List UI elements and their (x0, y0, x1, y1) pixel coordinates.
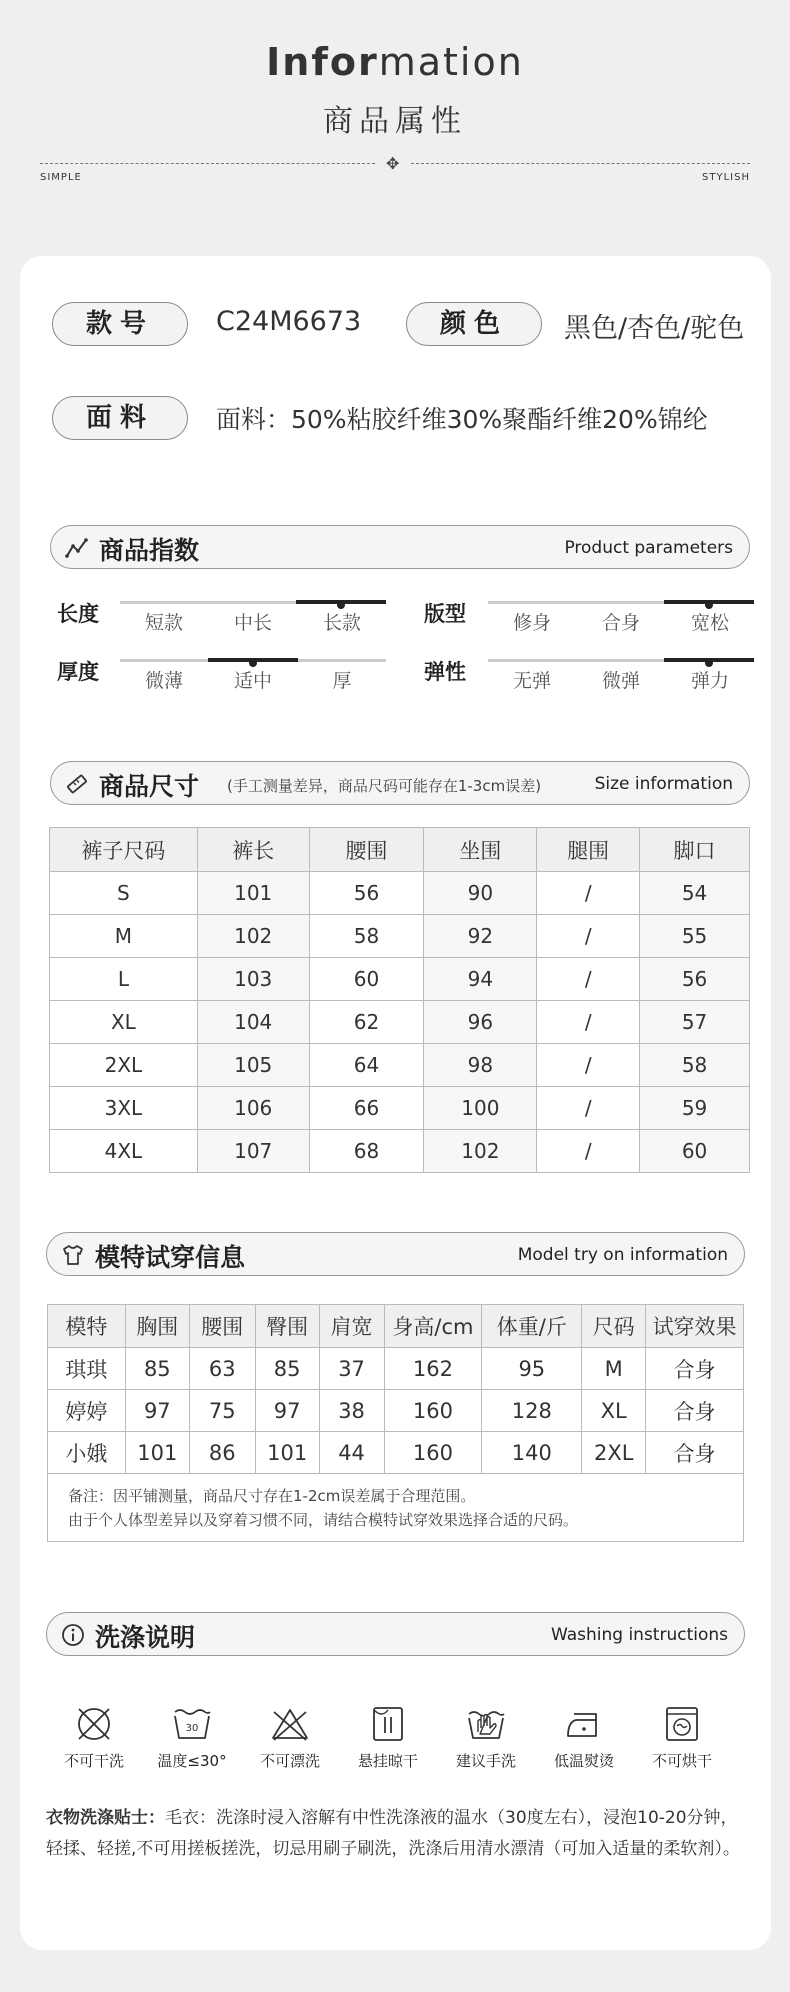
table-cell: 98 (424, 1044, 537, 1087)
product-card (20, 256, 771, 1950)
wash-label: 不可干洗 (63, 1752, 124, 1770)
ruler-icon (65, 772, 89, 796)
info-title (0, 40, 790, 84)
table-cell: 95 (482, 1348, 582, 1390)
scale-option: 修身 (512, 612, 551, 634)
model-info-title-en: Model try on information (517, 1245, 728, 1265)
table-cell: / (537, 1087, 640, 1130)
table-cell: 101 (197, 872, 309, 915)
table-cell: XL (50, 1001, 198, 1044)
table-cell: 102 (424, 1130, 537, 1173)
table-cell: 85 (255, 1348, 319, 1390)
size-info-title: 商品尺寸 (99, 772, 200, 801)
hand-wash-icon (464, 1704, 508, 1744)
table-cell: 68 (309, 1130, 424, 1173)
wash-label: 建议手洗 (455, 1752, 516, 1770)
scale-label-length: 长度 (57, 602, 99, 626)
table-cell: 162 (384, 1348, 482, 1390)
info-title-light: mation (378, 40, 524, 84)
no-bleach-icon (268, 1704, 312, 1744)
move-cross-icon: ✥ (386, 154, 400, 173)
table-cell: 56 (640, 958, 750, 1001)
model-note-line: 备注：因平铺测量，商品尺寸存在1-2cm误差属于合理范围。 (68, 1487, 476, 1505)
table-cell: / (537, 915, 640, 958)
table-cell: / (537, 872, 640, 915)
model-note (47, 1474, 744, 1542)
table-cell: 85 (125, 1348, 189, 1390)
color-value: 黑色/杏色/驼色 (564, 313, 745, 344)
scale-option: 短款 (144, 612, 183, 634)
scale-option: 弹力 (690, 670, 729, 692)
simple-tag: SIMPLE (40, 172, 82, 183)
table-cell: 140 (482, 1432, 582, 1474)
model-col-header: 胸围 (125, 1305, 189, 1348)
table-cell: 96 (424, 1001, 537, 1044)
table-cell: 104 (197, 1001, 309, 1044)
table-cell: 合身 (646, 1348, 744, 1390)
table-cell: 3XL (50, 1087, 198, 1130)
product-index-title-en: Product parameters (564, 538, 733, 558)
model-info-title: 模特试穿信息 (95, 1243, 246, 1272)
info-title-bold: Infor (266, 40, 379, 84)
table-cell: 小娥 (48, 1432, 126, 1474)
washing-header (46, 1612, 745, 1656)
table-row (50, 1001, 750, 1044)
table-cell: 101 (125, 1432, 189, 1474)
wash-item (340, 1704, 436, 1771)
model-note-line: 由于个人体型差异以及穿着习惯不同，请结合模特试穿效果选择合适的尺码。 (68, 1511, 579, 1529)
wash-label: 不可漂洗 (259, 1752, 320, 1770)
wash-label: 低温熨烫 (553, 1752, 614, 1770)
scale-option: 微薄 (144, 670, 183, 692)
model-col-header: 肩宽 (319, 1305, 384, 1348)
scale-label-elasticity: 弹性 (424, 660, 466, 684)
table-cell: 婷婷 (48, 1390, 126, 1432)
scale-option: 微弹 (601, 670, 640, 692)
size-col-header: 腰围 (309, 828, 424, 872)
table-cell: 97 (255, 1390, 319, 1432)
table-cell: 60 (640, 1130, 750, 1173)
product-index-title: 商品指数 (99, 536, 200, 565)
model-col-header: 身高/cm (384, 1305, 482, 1348)
wash-item (46, 1704, 142, 1771)
no-tumble-dry-icon (660, 1704, 704, 1744)
stylish-tag: STYLISH (702, 172, 750, 183)
table-cell: 55 (640, 915, 750, 958)
model-col-header: 体重/斤 (482, 1305, 582, 1348)
wash-30-badge: 30 (185, 1723, 199, 1734)
table-cell: 101 (255, 1432, 319, 1474)
low-iron-icon (562, 1704, 606, 1744)
washing-tip-label: 衣物洗涤贴士： (46, 1808, 165, 1828)
scale-option: 适中 (233, 670, 272, 692)
wash-label: 温度≤30° (157, 1752, 227, 1770)
table-cell: 107 (197, 1130, 309, 1173)
style-no-label: 款号 (52, 302, 188, 346)
table-cell: M (50, 915, 198, 958)
size-col-header: 裤子尺码 (50, 828, 198, 872)
table-cell: 160 (384, 1390, 482, 1432)
wash-label: 悬挂晾干 (357, 1752, 418, 1770)
wash-item (144, 1704, 240, 1771)
washing-tip-text: 毛衣：洗涤时浸入溶解有中性洗涤液的温水（30度左右），浸泡10-20分钟，轻揉、轻搓,不可用搓板搓洗，切忌用刷子刷洗，洗涤后用清水漂清（可加入适量的柔软剂）。 (46, 1808, 740, 1859)
table-cell: 105 (197, 1044, 309, 1087)
table-row (50, 1087, 750, 1130)
size-col-header: 脚口 (640, 828, 750, 872)
table-cell: 92 (424, 915, 537, 958)
style-no-value: C24M6673 (216, 306, 362, 337)
scale-option: 合身 (601, 612, 640, 634)
table-cell: 90 (424, 872, 537, 915)
size-col-header: 坐围 (424, 828, 537, 872)
table-row (50, 958, 750, 1001)
shirt-icon (61, 1243, 85, 1267)
info-subtitle: 商品属性 (323, 104, 467, 139)
table-cell: 58 (640, 1044, 750, 1087)
size-info-note: (手工测量差异，商品尺码可能存在1-3cm误差) (227, 777, 542, 795)
table-row (50, 915, 750, 958)
washing-title: 洗涤说明 (95, 1623, 196, 1652)
table-cell: 合身 (646, 1390, 744, 1432)
model-col-header: 尺码 (582, 1305, 646, 1348)
table-cell: M (582, 1348, 646, 1390)
model-col-header: 臀围 (255, 1305, 319, 1348)
table-cell: S (50, 872, 198, 915)
table-cell: 60 (309, 958, 424, 1001)
table-cell: / (537, 1001, 640, 1044)
color-label: 颜色 (406, 302, 542, 346)
table-cell: / (537, 958, 640, 1001)
table-cell: 102 (197, 915, 309, 958)
table-cell: 103 (197, 958, 309, 1001)
trend-line-icon (65, 536, 89, 560)
table-cell: 58 (309, 915, 424, 958)
scale-option: 长款 (322, 612, 361, 634)
washing-title-en: Washing instructions (550, 1625, 728, 1645)
size-info-header (50, 761, 750, 805)
table-cell: 2XL (50, 1044, 198, 1087)
model-table (47, 1304, 744, 1474)
table-cell: 106 (197, 1087, 309, 1130)
scale-option: 宽松 (690, 612, 729, 634)
table-cell: 合身 (646, 1432, 744, 1474)
size-info-title-en: Size information (594, 774, 733, 794)
table-cell: 100 (424, 1087, 537, 1130)
scale-label-fit: 版型 (424, 602, 466, 626)
table-cell: / (537, 1044, 640, 1087)
table-row (48, 1348, 744, 1390)
hang-dry-icon (366, 1704, 410, 1744)
size-col-header: 腿围 (537, 828, 640, 872)
model-col-header: 试穿效果 (646, 1305, 744, 1348)
table-cell: 2XL (582, 1432, 646, 1474)
wash-item (438, 1704, 534, 1771)
size-col-header: 裤长 (197, 828, 309, 872)
wash-item (634, 1704, 730, 1771)
table-cell: 86 (189, 1432, 255, 1474)
scale-option: 厚 (332, 670, 352, 692)
no-machine-wash-icon (72, 1704, 116, 1744)
wash-item (536, 1704, 632, 1771)
table-cell: 56 (309, 872, 424, 915)
table-row (50, 1130, 750, 1173)
table-cell: 128 (482, 1390, 582, 1432)
table-cell: L (50, 958, 198, 1001)
scale-option: 无弹 (512, 670, 551, 692)
table-cell: 75 (189, 1390, 255, 1432)
table-cell: 4XL (50, 1130, 198, 1173)
table-row (50, 872, 750, 915)
product-index-header (50, 525, 750, 569)
table-row (48, 1432, 744, 1474)
scale-option: 中长 (233, 612, 272, 634)
table-cell: 38 (319, 1390, 384, 1432)
model-info-header (46, 1232, 745, 1276)
model-col-header: 模特 (48, 1305, 126, 1348)
scale-label-thickness: 厚度 (57, 660, 99, 684)
table-cell: 64 (309, 1044, 424, 1087)
table-cell: 琪琪 (48, 1348, 126, 1390)
table-cell: 63 (189, 1348, 255, 1390)
size-table-header-row (50, 828, 750, 872)
table-cell: XL (582, 1390, 646, 1432)
table-cell: 54 (640, 872, 750, 915)
table-row (48, 1390, 744, 1432)
table-cell: 37 (319, 1348, 384, 1390)
table-cell: 66 (309, 1087, 424, 1130)
table-cell: / (537, 1130, 640, 1173)
model-table-header-row (48, 1305, 744, 1348)
table-cell: 59 (640, 1087, 750, 1130)
table-cell: 57 (640, 1001, 750, 1044)
table-cell: 160 (384, 1432, 482, 1474)
size-table (49, 827, 750, 1173)
divider-left (40, 163, 375, 164)
info-icon (61, 1623, 85, 1647)
table-cell: 97 (125, 1390, 189, 1432)
wash-label: 不可烘干 (651, 1752, 712, 1770)
fabric-value: 面料：50%粘胶纤维30%聚酯纤维20%锦纶 (216, 405, 708, 434)
table-cell: 44 (319, 1432, 384, 1474)
table-cell: 94 (424, 958, 537, 1001)
table-row (50, 1044, 750, 1087)
fabric-label: 面料 (52, 396, 188, 440)
wash-item (242, 1704, 338, 1771)
washing-tip (46, 1803, 748, 1865)
table-cell: 62 (309, 1001, 424, 1044)
wash-30-icon (170, 1704, 214, 1744)
model-col-header: 腰围 (189, 1305, 255, 1348)
divider-right (411, 163, 750, 164)
